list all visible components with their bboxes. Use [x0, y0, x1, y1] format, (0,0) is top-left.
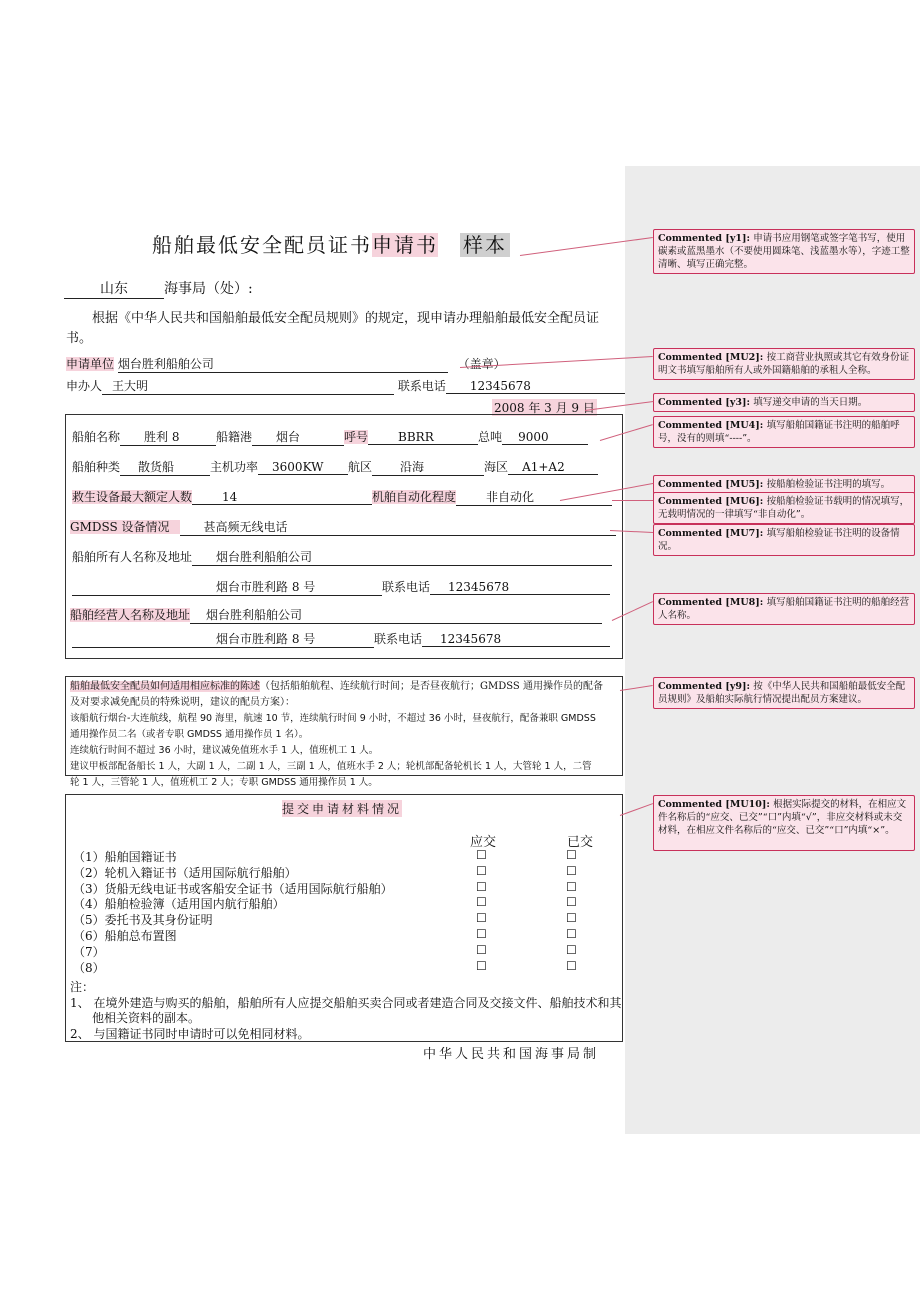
comment-text: 根据实际提交的材料，在相应文件名称后的“应交、已交”“口”内填“√”，非应交材料或未交材料，在相应文件名称后的“应交、已交”“口”内填“×”。 — [658, 799, 907, 836]
standards-text — [70, 679, 620, 791]
should-submit-checkbox[interactable]: ☐ — [476, 864, 487, 878]
owner-address-row — [72, 578, 610, 596]
col-done-header: 已交 — [567, 835, 594, 850]
standards-label-rest: （包括船舶航程、连续航行时间；是否昼夜航行；GMDSS 通用操作员的配备 — [260, 681, 603, 692]
owner-phone-label: 联系电话 — [382, 580, 431, 594]
comment-connector — [612, 500, 653, 501]
comment-text: 按工商营业执照或其它有效身份证明文书填写船舶所有人或外国籍船舶的承租人全称。 — [658, 352, 910, 376]
authority-suffix: 海事局（处）: — [164, 281, 253, 297]
comment-text: 填写船舶国籍证书注明的船舶呼号，没有的则填“----”。 — [658, 420, 900, 444]
standards-line-3: 该船航行烟台-大连航线，航程 90 海里，航速 10 节，连续航行时间 9 小时，不超过 36 小时，昼夜航行，配备兼职 GMDSS — [70, 713, 596, 724]
authority-line — [64, 278, 253, 299]
owner-value: 烟台胜利船舶公司 — [192, 548, 612, 566]
ship-name-label: 船舶名称 — [72, 430, 121, 444]
comment-text: 填写船舶检验证书注明的设备情况。 — [658, 528, 900, 552]
owner-label: 船舶所有人名称及地址 — [72, 550, 193, 564]
ship-type-label: 船舶种类 — [72, 460, 121, 474]
owner-row — [72, 548, 612, 566]
port-value: 烟台 — [252, 428, 344, 446]
operator-phone-label: 联系电话 — [374, 632, 423, 646]
comment-tag: Commented [y3]: — [658, 397, 754, 408]
ship-row-1 — [72, 428, 588, 446]
tonnage-label: 总吨 — [478, 430, 503, 444]
title-text: 船舶最低安全配员证书 — [152, 233, 372, 257]
submitted-checkbox[interactable]: ☐ — [566, 927, 577, 941]
standards-line-2: 及对要求减免配员的特殊说明，建议的配员方案）： — [70, 697, 295, 708]
operator-row — [70, 606, 602, 624]
submitted-checkbox[interactable]: ☐ — [566, 880, 577, 894]
standards-label: 船舶最低安全配员如何适用相应标准的陈述 — [70, 681, 260, 692]
ship-row-3 — [72, 488, 612, 506]
person-value: 王大明 — [102, 377, 394, 395]
comment-tag: Commented [MU10]: — [658, 799, 774, 810]
area-value: 沿海 — [372, 458, 484, 476]
power-label: 主机功率 — [210, 460, 259, 474]
comment-tag: Commented [y9]: — [658, 681, 754, 692]
comment-tag: Commented [MU6]: — [658, 496, 767, 507]
zone-label: 海区 — [484, 460, 509, 474]
lifesave-label: 救生设备最大额定人数 — [72, 490, 193, 504]
material-item: （8） — [73, 961, 105, 975]
phone-label: 联系电话 — [397, 379, 446, 393]
material-item: （5）委托书及其身份证明 — [73, 913, 213, 927]
comment-tag: Commented [MU8]: — [658, 597, 767, 608]
submitted-checkbox[interactable]: ☐ — [566, 911, 577, 925]
owner-phone: 12345678 — [430, 580, 610, 595]
callsign-value: BBRR — [368, 430, 478, 445]
should-submit-checkbox[interactable]: ☐ — [476, 911, 487, 925]
standards-line-6: 建议甲板部配备船长 1 人，大副 1 人，二副 1 人，三副 1 人，值班水手 2 人；轮机部配备轮机长 1 人，大管轮 1 人，二管 — [70, 761, 592, 772]
owner-address: 烟台市胜利路 8 号 — [72, 578, 382, 596]
operator-phone: 12345678 — [422, 632, 610, 647]
standards-line-7: 轮 1 人，三管轮 1 人，值班机工 2 人；专职 GMDSS 通用操作员 1 人。 — [70, 777, 378, 788]
note-2: 2、 与国籍证书同时申请时可以免相同材料。 — [70, 1027, 310, 1041]
materials-heading: 提交申请材料情况 — [282, 802, 403, 816]
comment-tag: Commented [MU5]: — [658, 479, 767, 490]
material-item: （7） — [73, 945, 105, 959]
comment-text: 按船舶检验证书注明的填写。 — [766, 479, 891, 490]
document-title — [152, 229, 510, 258]
should-submit-checkbox[interactable]: ☐ — [476, 895, 487, 909]
ship-row-2 — [72, 458, 598, 476]
comment-balloon[interactable] — [653, 492, 915, 524]
operator-address: 烟台市胜利路 8 号 — [72, 630, 374, 648]
automation-label: 机舶自动化程度 — [372, 490, 457, 504]
comment-tag: Commented [y1]: — [658, 233, 754, 244]
notes-label: 注： — [70, 980, 95, 994]
intro-paragraph: 根据《中华人民共和国船舶最低安全配员规则》的规定，现申请办理船舶最低安全配员证书。 — [66, 311, 600, 346]
comment-balloon[interactable] — [653, 229, 915, 274]
tonnage-value: 9000 — [502, 430, 588, 445]
comment-balloon[interactable] — [653, 416, 915, 448]
operator-address-row — [72, 630, 610, 648]
comment-tag: Commented [MU4]: — [658, 420, 767, 431]
material-item: （4）船舶检验簿（适用国内航行船舶） — [73, 897, 285, 911]
should-submit-checkbox[interactable]: ☐ — [476, 943, 487, 957]
comment-tag: Commented [MU7]: — [658, 528, 767, 539]
material-item: （6）船舶总布置图 — [73, 929, 177, 943]
callsign-label: 呼号 — [344, 430, 369, 444]
port-label: 船籍港 — [216, 430, 253, 444]
submitted-checkbox[interactable]: ☐ — [566, 959, 577, 973]
standards-line-4: 通用操作员二名（或者专职 GMDSS 通用操作员 1 名）。 — [70, 729, 309, 740]
comment-balloon[interactable] — [653, 393, 915, 412]
automation-value: 非自动化 — [456, 488, 612, 506]
should-submit-checkbox[interactable]: ☐ — [476, 880, 487, 894]
comment-text: 填写递交申请的当天日期。 — [753, 397, 868, 408]
lifesave-value: 14 — [192, 490, 372, 505]
unit-value: 烟台胜利船舶公司 — [118, 355, 448, 373]
comment-balloon[interactable] — [653, 677, 915, 709]
material-item: （1）船舶国籍证书 — [73, 850, 177, 864]
seal-label: （盖章） — [457, 357, 506, 371]
comment-text: 申请书应用钢笔或签字笔书写，使用碳素或蓝黑墨水（不要使用圆珠笔、浅蓝墨水等），字迹工整清晰、填写正确完整。 — [658, 233, 910, 270]
col-should-header: 应交 — [470, 835, 497, 850]
area-label: 航区 — [348, 460, 373, 474]
gmdss-value: 甚高频无线电话 — [180, 518, 616, 536]
should-submit-checkbox[interactable]: ☐ — [476, 848, 487, 862]
issuer-footer: 中华人民共和国海事局制 — [423, 1047, 600, 1062]
phone-value: 12345678 — [446, 379, 630, 394]
comment-balloon[interactable] — [653, 593, 915, 625]
person-label: 申办人 — [66, 379, 103, 393]
applicant-unit-row — [66, 355, 506, 373]
material-item: （2）轮机入籍证书（适用国际航行船舶） — [73, 866, 297, 880]
comment-text: 填写船舶国籍证书注明的船舶经营人名称。 — [658, 597, 910, 621]
zone-value: A1+A2 — [508, 460, 598, 475]
comment-text: 按船舶检验证书载明的情况填写，无载明情况的一律填写“非自动化”。 — [658, 496, 910, 520]
note-1: 1、 在境外建造与购买的船舶，船舶所有人应提交船舶买卖合同或者建造合同及交接文件、船舶技术和其 — [70, 996, 622, 1010]
comment-balloon[interactable] — [653, 348, 915, 380]
sample-label: 样本 — [460, 233, 510, 257]
title-highlight: 申请书 — [372, 233, 438, 257]
comment-text: 按《中华人民共和国船舶最低安全配员规则》及船舶实际航行情况提出配员方案建议。 — [658, 681, 906, 705]
material-item: （3）货船无线电证书或客船安全证书（适用国际航行船舶） — [73, 882, 393, 896]
submitted-checkbox[interactable]: ☐ — [566, 864, 577, 878]
applicant-person-row — [66, 377, 630, 395]
comment-balloon[interactable] — [653, 524, 915, 556]
submitted-checkbox[interactable]: ☐ — [566, 848, 577, 862]
application-date: 2008 年 3 月 9 日 — [494, 401, 595, 415]
should-submit-checkbox[interactable]: ☐ — [476, 959, 487, 973]
operator-value: 烟台胜利船舶公司 — [190, 606, 602, 624]
unit-label: 申请单位 — [66, 357, 115, 371]
comment-tag: Commented [MU2]: — [658, 352, 767, 363]
ship-name-value: 胜利 8 — [120, 428, 216, 446]
comment-balloon[interactable] — [653, 795, 915, 851]
operator-label: 船舶经营人名称及地址 — [70, 608, 191, 622]
power-value: 3600KW — [258, 460, 348, 475]
gmdss-label: GMDSS 设备情况 — [70, 520, 180, 534]
ship-row-gmdss — [70, 518, 616, 536]
submitted-checkbox[interactable]: ☐ — [566, 895, 577, 909]
standards-line-5: 连续航行时间不超过 36 小时，建议减免值班水手 1 人，值班机工 1 人。 — [70, 745, 379, 756]
should-submit-checkbox[interactable]: ☐ — [476, 927, 487, 941]
note-1-continued: 他相关资料的副本。 — [92, 1011, 201, 1025]
comment-margin — [625, 166, 920, 1134]
submitted-checkbox[interactable]: ☐ — [566, 943, 577, 957]
authority-region: 山东 — [64, 278, 164, 299]
ship-type-value: 散货船 — [120, 458, 210, 476]
